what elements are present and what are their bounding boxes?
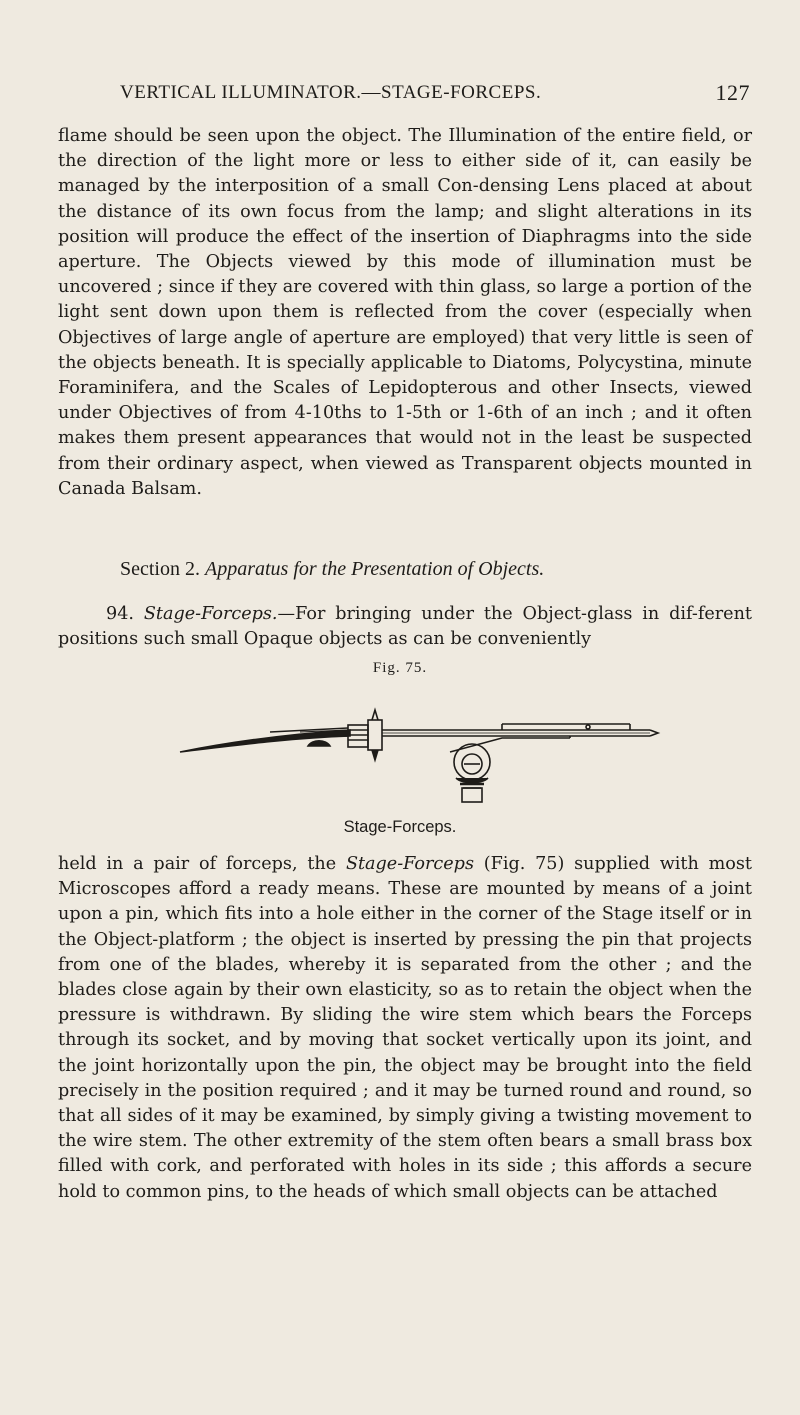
running-title: VERTICAL ILLUMINATOR.—STAGE-FORCEPS.	[120, 82, 542, 103]
figure-caption: Stage-Forceps.	[343, 818, 457, 836]
paragraph-stage-forceps-description	[58, 852, 752, 1205]
paragraph-stage-forceps-intro	[58, 602, 752, 652]
section-prefix: Section 2.	[120, 558, 200, 580]
paragraph-text: (Fig. 75) supplied with most Microscopes afford a ready means. These are mounted by means of a joint upon a pin, which fits into a hole either in the corner of the Stage itself or in the Object-platform ; the object is inserted by pressing the pin that projects from one of the blades, whereby it is separated from the other ; and the blades close again by their own elasticity, so as to retain the object when the pressure is withdrawn. By sliding the wire stem which bears the Forceps through its socket, and by moving that socket vertically upon its joint, and the joint horizontally upon the pin, the object may be brought into the field precisely in the position required ; and it may be turned round and round, so that all sides of it may be examined, by simply giving a twisting movement to the wire stem. The other extremity of the stem often bears a small brass box filled with cork, and perforated with holes in its side ; this affords a secure hold to common pins, to the heads of which small objects can be attached	[58, 854, 752, 1202]
stage-forceps-figure	[150, 694, 690, 804]
paragraph-illumination: flame should be seen upon the object. The Illumination of the entire field, or the direction of the light more or less to either side of it, can easily be managed by the interposition of a small Con-densing Lens placed at about the distance of its own focus from the lamp; and slight alterations in its position will produce the effect of the insertion of Diaphragms into the side aperture. The Objects viewed by this mode of illumination must be uncovered ; since if they are covered with thin glass, so large a portion of the light sent down upon them is reflected from the cover (especially when Objectives of large angle of aperture are employed) that very little is seen of the objects beneath. It is specially applicable to Diatoms, Polycystina, minute Foraminifera, and the Scales of Lepidopterous and other Insects, viewed under Objectives of from 4-10ths to 1-5th or 1-6th of an inch ; and it often makes them present appearances that would not in the least be suspected from their ordinary aspect, when viewed as Transparent objects mounted in Canada Balsam.	[58, 126, 752, 499]
section-heading	[120, 558, 760, 581]
paragraph-term: Stage-Forceps.	[143, 604, 278, 624]
page-number: 127	[715, 80, 750, 105]
figure-label: Fig. 75.	[372, 660, 428, 676]
paragraph-number: 94.	[106, 604, 134, 624]
paragraph-term: Stage-Forceps	[345, 854, 474, 874]
section-title: Apparatus for the Presentation of Objects.	[205, 558, 545, 580]
running-head	[120, 82, 750, 112]
paragraph-lead: held in a pair of forceps, the	[58, 854, 346, 874]
paragraph-text: —For bringing under the Object-glass in dif-ferent positions such small Opaque objects as can be conveniently	[58, 604, 752, 650]
